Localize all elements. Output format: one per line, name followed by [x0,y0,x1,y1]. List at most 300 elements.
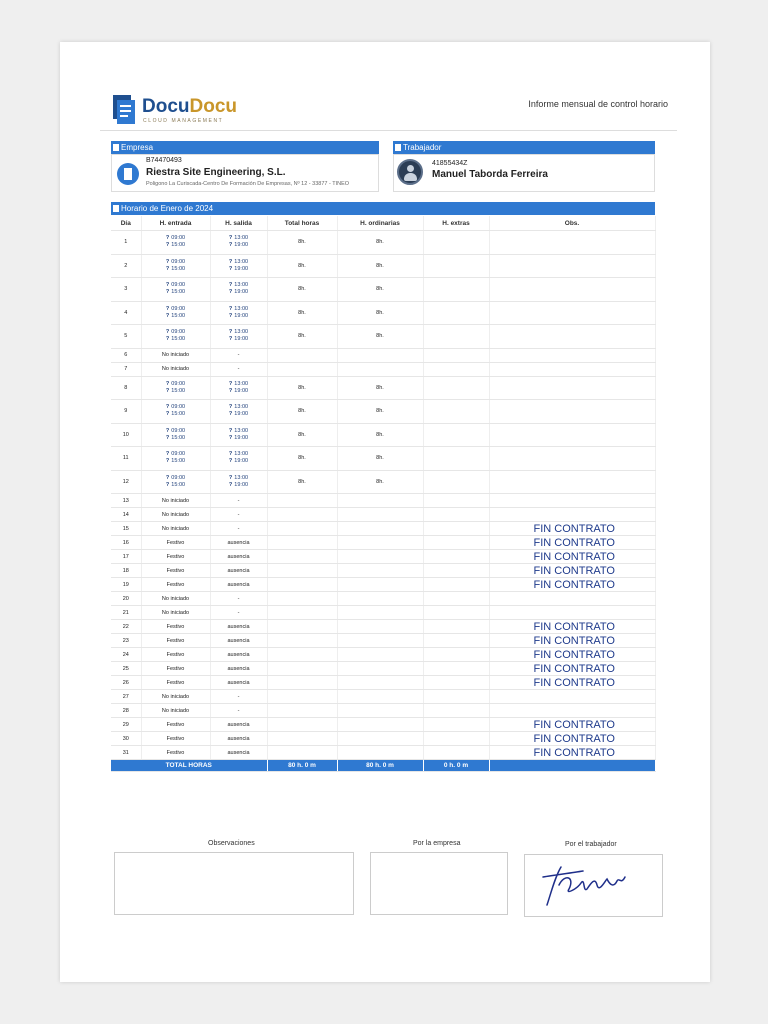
extra-hours-cell [423,231,489,255]
header-divider [100,130,677,131]
ordinary-hours-cell [337,718,423,732]
observations-cell [489,423,655,447]
observations-cell [489,592,655,606]
observations-cell [489,278,655,302]
question-mark-icon: ? [228,427,233,434]
worker-dni: 41855434Z [432,160,468,167]
total-hours-cell [267,648,337,662]
totals-ordinary-hours: 80 h. 0 m [337,760,423,772]
time-value: 13:00 [234,404,249,411]
observations-cell [489,301,655,325]
time-value: 09:00 [171,474,186,481]
question-mark-icon: ? [228,235,233,242]
table-row [111,301,655,325]
exit-cell: - [210,704,267,718]
table-row [111,690,655,704]
extra-hours-cell [423,704,489,718]
table-row [111,423,655,447]
exit-cell: ausencia [210,564,267,578]
observations-cell: FIN CONTRATO [489,564,655,578]
time-entry [211,282,267,289]
day-cell: 26 [111,676,141,690]
observations-cell [489,376,655,400]
day-cell: 20 [111,592,141,606]
time-value: 09:00 [171,451,186,458]
table-row [111,536,655,550]
time-value: 15:00 [171,387,186,394]
time-value: 09:00 [171,380,186,387]
extra-hours-cell [423,746,489,760]
handwritten-signature [525,855,662,916]
question-mark-icon: ? [165,427,170,434]
question-mark-icon: ? [228,474,233,481]
question-mark-icon: ? [165,305,170,312]
observations-cell [489,470,655,494]
extra-hours-cell [423,301,489,325]
entry-cell [141,470,210,494]
entry-cell [141,447,210,471]
totals-row [111,760,655,772]
ordinary-hours-cell [337,578,423,592]
ordinary-hours-cell [337,592,423,606]
por-empresa-label: Por la empresa [413,840,461,847]
table-row [111,400,655,424]
day-cell: 27 [111,690,141,704]
exit-cell: - [210,522,267,536]
time-entry [142,235,210,242]
entry-cell: No iniciado [141,690,210,704]
total-hours-cell: 8h. [267,447,337,471]
time-value: 19:00 [234,242,249,249]
extra-hours-cell [423,732,489,746]
question-mark-icon: ? [165,411,170,418]
exit-cell: - [210,362,267,376]
time-entry [142,313,210,320]
observations-cell: FIN CONTRATO [489,578,655,592]
table-row [111,564,655,578]
ordinary-hours-cell [337,620,423,634]
ordinary-hours-cell [337,362,423,376]
question-mark-icon: ? [228,258,233,265]
total-hours-cell [267,536,337,550]
time-entry [211,329,267,336]
extra-hours-cell [423,254,489,278]
time-entry [211,428,267,435]
observations-cell [489,704,655,718]
time-entry [142,388,210,395]
worker-box [393,154,655,192]
time-entry [211,266,267,273]
table-row [111,522,655,536]
table-row [111,348,655,362]
ordinary-hours-cell: 8h. [337,447,423,471]
table-row [111,704,655,718]
ordinary-hours-cell [337,508,423,522]
day-cell: 21 [111,606,141,620]
extra-hours-cell [423,508,489,522]
table-row [111,662,655,676]
question-mark-icon: ? [228,242,233,249]
exit-cell: - [210,690,267,704]
entry-cell: Festivo [141,578,210,592]
day-cell: 7 [111,362,141,376]
total-hours-cell [267,522,337,536]
question-mark-icon: ? [165,404,170,411]
column-header: H. salida [210,216,267,231]
ordinary-hours-cell [337,536,423,550]
ordinary-hours-cell [337,732,423,746]
logo-subtitle: CLOUD MANAGEMENT [143,118,224,124]
question-mark-icon: ? [228,481,233,488]
extra-hours-cell [423,536,489,550]
time-value: 19:00 [234,387,249,394]
total-hours-cell [267,592,337,606]
time-value: 15:00 [171,411,186,418]
day-cell: 2 [111,254,141,278]
extra-hours-cell [423,278,489,302]
observations-cell: FIN CONTRATO [489,522,655,536]
time-value: 19:00 [234,289,249,296]
time-value: 19:00 [234,265,249,272]
question-mark-icon: ? [165,329,170,336]
time-entry [211,404,267,411]
time-value: 13:00 [234,258,249,265]
time-entry [211,475,267,482]
observations-cell: FIN CONTRATO [489,662,655,676]
exit-cell [210,423,267,447]
ordinary-hours-cell [337,494,423,508]
table-row [111,592,655,606]
extra-hours-cell [423,470,489,494]
exit-cell: ausencia [210,676,267,690]
total-hours-cell: 8h. [267,254,337,278]
entry-cell [141,301,210,325]
day-cell: 9 [111,400,141,424]
entry-cell [141,231,210,255]
total-hours-cell [267,620,337,634]
entry-cell: Festivo [141,676,210,690]
entry-cell [141,423,210,447]
totals-label: TOTAL HORAS [111,760,267,772]
question-mark-icon: ? [165,474,170,481]
column-header: Obs. [489,216,655,231]
observations-cell: FIN CONTRATO [489,718,655,732]
ordinary-hours-cell [337,564,423,578]
observations-cell [489,362,655,376]
table-body [111,231,655,772]
building-square-icon [113,144,119,151]
exit-cell: ausencia [210,536,267,550]
question-mark-icon: ? [228,458,233,465]
day-cell: 11 [111,447,141,471]
observations-cell [489,325,655,349]
time-value: 13:00 [234,282,249,289]
company-box [111,154,379,192]
extra-hours-cell [423,578,489,592]
entry-cell [141,325,210,349]
time-entry [142,242,210,249]
time-value: 09:00 [171,329,186,336]
time-value: 15:00 [171,242,186,249]
question-mark-icon: ? [228,411,233,418]
question-mark-icon: ? [228,387,233,394]
exit-cell [210,400,267,424]
ordinary-hours-cell: 8h. [337,301,423,325]
entry-cell: Festivo [141,718,210,732]
entry-cell: No iniciado [141,508,210,522]
observaciones-label: Observaciones [208,840,255,847]
ordinary-hours-cell [337,746,423,760]
time-value: 09:00 [171,404,186,411]
day-cell: 30 [111,732,141,746]
day-cell: 28 [111,704,141,718]
extra-hours-cell [423,648,489,662]
extra-hours-cell [423,592,489,606]
exit-cell: ausencia [210,578,267,592]
exit-cell [210,231,267,255]
entry-cell: Festivo [141,732,210,746]
time-entry [211,235,267,242]
observations-cell [489,348,655,362]
extra-hours-cell [423,376,489,400]
observaciones-box[interactable] [114,852,354,915]
time-entry [211,482,267,489]
entry-cell: Festivo [141,550,210,564]
time-entry [211,458,267,465]
day-cell: 10 [111,423,141,447]
extra-hours-cell [423,362,489,376]
company-name: Riestra Site Engineering, S.L. [146,167,286,178]
entry-cell: Festivo [141,634,210,648]
observations-cell [489,400,655,424]
total-hours-cell: 8h. [267,423,337,447]
exit-cell: - [210,494,267,508]
entry-cell [141,376,210,400]
entry-cell [141,400,210,424]
user-avatar-icon [397,159,423,185]
table-row [111,676,655,690]
time-value: 13:00 [234,427,249,434]
question-mark-icon: ? [228,265,233,272]
extra-hours-cell [423,423,489,447]
day-cell: 5 [111,325,141,349]
observations-cell [489,690,655,704]
exit-cell [210,325,267,349]
day-cell: 23 [111,634,141,648]
extra-hours-cell [423,400,489,424]
extra-hours-cell [423,620,489,634]
column-header: H. ordinarias [337,216,423,231]
question-mark-icon: ? [228,434,233,441]
time-value: 19:00 [234,312,249,319]
entry-cell: No iniciado [141,494,210,508]
question-mark-icon: ? [228,451,233,458]
time-value: 13:00 [234,451,249,458]
time-entry [211,388,267,395]
ordinary-hours-cell: 8h. [337,325,423,349]
column-header: Total horas [267,216,337,231]
total-hours-cell: 8h. [267,231,337,255]
exit-cell: ausencia [210,550,267,564]
exit-cell: ausencia [210,662,267,676]
ordinary-hours-cell: 8h. [337,470,423,494]
day-cell: 8 [111,376,141,400]
day-cell: 18 [111,564,141,578]
column-header: H. extras [423,216,489,231]
exit-cell [210,447,267,471]
question-mark-icon: ? [228,336,233,343]
question-mark-icon: ? [165,380,170,387]
exit-cell [210,301,267,325]
question-mark-icon: ? [165,242,170,249]
entry-cell: Festivo [141,662,210,676]
time-entry [211,289,267,296]
exit-cell: ausencia [210,732,267,746]
extra-hours-cell [423,718,489,732]
table-row [111,746,655,760]
day-cell: 12 [111,470,141,494]
trabajador-signature-box[interactable] [524,854,663,917]
por-trabajador-label: Por el trabajador [565,841,617,848]
observations-cell: FIN CONTRATO [489,746,655,760]
ordinary-hours-cell: 8h. [337,423,423,447]
ordinary-hours-cell [337,348,423,362]
time-value: 15:00 [171,265,186,272]
time-entry [142,482,210,489]
total-hours-cell: 8h. [267,400,337,424]
entry-cell: No iniciado [141,522,210,536]
extra-hours-cell [423,606,489,620]
observations-cell [489,231,655,255]
total-hours-cell: 8h. [267,278,337,302]
extra-hours-cell [423,325,489,349]
entry-cell: Festivo [141,648,210,662]
empresa-signature-box[interactable] [370,852,508,915]
extra-hours-cell [423,522,489,536]
ordinary-hours-cell [337,648,423,662]
time-value: 15:00 [171,481,186,488]
document-page [60,42,710,982]
question-mark-icon: ? [165,481,170,488]
time-entry [142,404,210,411]
time-value: 09:00 [171,282,186,289]
totals-total-hours: 80 h. 0 m [267,760,337,772]
total-hours-cell [267,508,337,522]
total-hours-cell [267,634,337,648]
day-cell: 13 [111,494,141,508]
entry-cell: No iniciado [141,592,210,606]
time-value: 13:00 [234,235,249,242]
ordinary-hours-cell: 8h. [337,278,423,302]
question-mark-icon: ? [165,289,170,296]
time-value: 19:00 [234,434,249,441]
table-row [111,620,655,634]
time-entry [142,411,210,418]
exit-cell: - [210,606,267,620]
table-row [111,278,655,302]
ordinary-hours-cell: 8h. [337,400,423,424]
total-hours-cell [267,578,337,592]
entry-cell [141,278,210,302]
exit-cell: - [210,508,267,522]
table-row [111,254,655,278]
time-value: 13:00 [234,380,249,387]
exit-cell [210,254,267,278]
company-address: Poligono La Curiscada-Centro De Formación De Empresas, Nº 12 - 33877 - TINEO [146,181,350,187]
extra-hours-cell [423,494,489,508]
time-entry [211,435,267,442]
ordinary-hours-cell: 8h. [337,254,423,278]
time-entry [211,242,267,249]
entry-cell: No iniciado [141,362,210,376]
question-mark-icon: ? [228,305,233,312]
entry-cell: No iniciado [141,704,210,718]
time-value: 09:00 [171,258,186,265]
table-row [111,718,655,732]
time-value: 09:00 [171,305,186,312]
ordinary-hours-cell [337,634,423,648]
ordinary-hours-cell [337,522,423,536]
day-cell: 22 [111,620,141,634]
logo-wordmark: DocuDocu [142,96,237,117]
day-cell: 1 [111,231,141,255]
time-entry [211,381,267,388]
ordinary-hours-cell [337,662,423,676]
time-value: 13:00 [234,329,249,336]
time-entry [211,259,267,266]
docudocu-logo [110,94,250,128]
total-hours-cell [267,564,337,578]
table-row [111,606,655,620]
time-entry [142,266,210,273]
day-cell: 15 [111,522,141,536]
worker-section-header: Trabajador [393,141,655,154]
total-hours-cell [267,662,337,676]
day-cell: 24 [111,648,141,662]
extra-hours-cell [423,662,489,676]
calendar-square-icon [113,205,119,212]
time-value: 15:00 [171,289,186,296]
table-row [111,578,655,592]
ordinary-hours-cell [337,690,423,704]
ordinary-hours-cell [337,704,423,718]
entry-cell: No iniciado [141,606,210,620]
entry-cell: Festivo [141,564,210,578]
time-entry [142,329,210,336]
observations-cell: FIN CONTRATO [489,550,655,564]
total-hours-cell [267,718,337,732]
ordinary-hours-cell [337,676,423,690]
total-hours-cell [267,704,337,718]
time-value: 15:00 [171,336,186,343]
day-cell: 4 [111,301,141,325]
question-mark-icon: ? [228,380,233,387]
time-entry [211,336,267,343]
day-cell: 29 [111,718,141,732]
time-entry [142,289,210,296]
time-entry [211,411,267,418]
entry-cell: No iniciado [141,348,210,362]
question-mark-icon: ? [228,312,233,319]
building-icon [117,163,139,185]
ordinary-hours-cell [337,606,423,620]
time-entry [211,451,267,458]
time-value: 13:00 [234,305,249,312]
exit-cell: ausencia [210,718,267,732]
day-cell: 3 [111,278,141,302]
question-mark-icon: ? [165,312,170,319]
question-mark-icon: ? [165,451,170,458]
